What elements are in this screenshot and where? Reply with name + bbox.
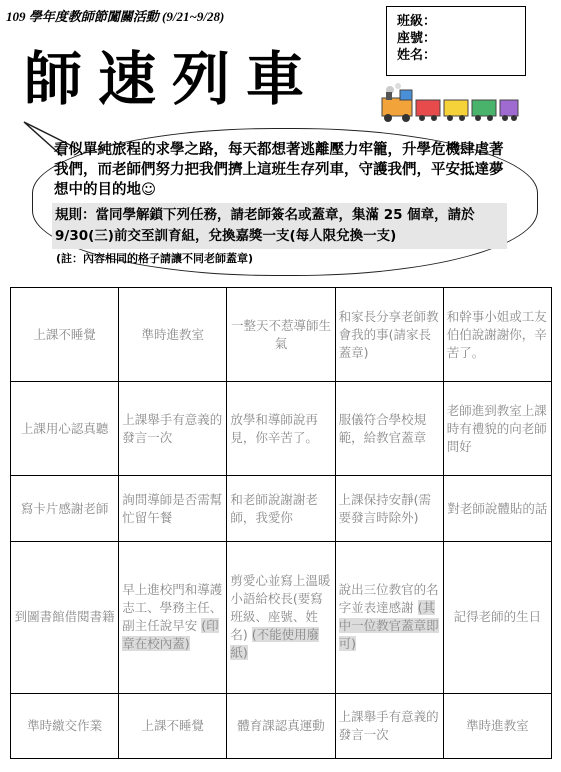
cell-text: 剪愛心並寫上溫暖小語給校長(要寫班級、座號、姓名) [230,573,331,643]
grid-cell[interactable] [227,541,335,693]
grid-cell[interactable]: 到圖書館借閱書籍 [11,541,119,693]
grid-cell[interactable]: 放學和導師說再見，你辛苦了。 [227,382,335,476]
grid-cell[interactable]: 上課保持安靜(需要發言時除外) [335,476,443,541]
grid-row [11,288,552,382]
grid-cell[interactable]: 上課舉手有意義的發言一次 [335,693,443,759]
grid-cell[interactable]: 準時進教室 [119,288,227,382]
train-icon [372,80,522,128]
grid-cell[interactable]: 和老師說謝謝老師，我愛你 [227,476,335,541]
grid-row [11,382,552,476]
page-title: 師速列車 [24,45,321,113]
grid-cell[interactable] [335,541,443,693]
grid-cell[interactable]: 準時繳交作業 [11,693,119,759]
grid-cell[interactable]: 體育課認真運動 [227,693,335,759]
grid-cell[interactable]: 服儀符合學校規範，給教官蓋章 [335,382,443,476]
grid-cell[interactable]: 和幹事小姐或工友伯伯說謝謝你，辛苦了。 [443,288,551,382]
seat-field[interactable]: 座號： [397,31,437,46]
grid-row [11,541,552,693]
grid-cell[interactable] [119,541,227,693]
student-info-box [386,6,526,76]
grid-cell[interactable]: 詢問導師是否需幫忙留午餐 [119,476,227,541]
grid-cell[interactable]: 上課不睡覺 [11,288,119,382]
cell-note: (印章在校內蓋) [122,618,219,652]
grid-cell[interactable]: 一整天不惹導師生氣 [227,288,335,382]
activity-header: 109 學年度教師節闖關活動 (9/21~9/28) [6,9,225,24]
grid-cell[interactable]: 記得老師的生日 [443,541,551,693]
intro-text: 看似單純旅程的求學之路，每天都想著逃離壓力牢籠，升學危機肆虐著我們，而老師們努力把我們擠上這班生存列車，守護我們，平安抵達夢想中的目的地☺ [54,142,504,198]
note-text: (註：內容相同的格子請讓不同老師蓋章) [56,252,254,265]
grid-cell[interactable]: 上課舉手有意義的發言一次 [119,382,227,476]
rules-text: 規則：當同學解鎖下列任務，請老師簽名或蓋章，集滿 25 個章，請於 9/30(三)前交至訓育組，兌換嘉獎一支(每人限兌換一支) [52,203,507,249]
name-field[interactable]: 姓名： [397,48,437,63]
grid-cell[interactable]: 寫卡片感謝老師 [11,476,119,541]
cell-text: 說出三位教官的名字並表達感謝 [338,582,439,616]
grid-row [11,476,552,541]
grid-cell[interactable]: 上課用心認真聽 [11,382,119,476]
grid-cell[interactable]: 對老師說體貼的話 [443,476,551,541]
cell-note: (不能使用廢紙) [230,627,320,661]
grid-cell[interactable]: 上課不睡覺 [119,693,227,759]
class-field[interactable]: 班級： [397,14,437,29]
cell-text: 早上進校門和導護志工、學務主任、副主任說早安 [122,582,223,634]
cell-note: (其中一位教官蓋章即可) [338,600,439,652]
stamp-grid [10,287,552,759]
grid-row [11,693,552,759]
grid-cell[interactable]: 準時進教室 [443,693,551,759]
grid-cell[interactable]: 老師進到教室上課時有禮貌的向老師問好 [443,382,551,476]
grid-cell[interactable]: 和家長分享老師教會我的事(請家長蓋章) [335,288,443,382]
